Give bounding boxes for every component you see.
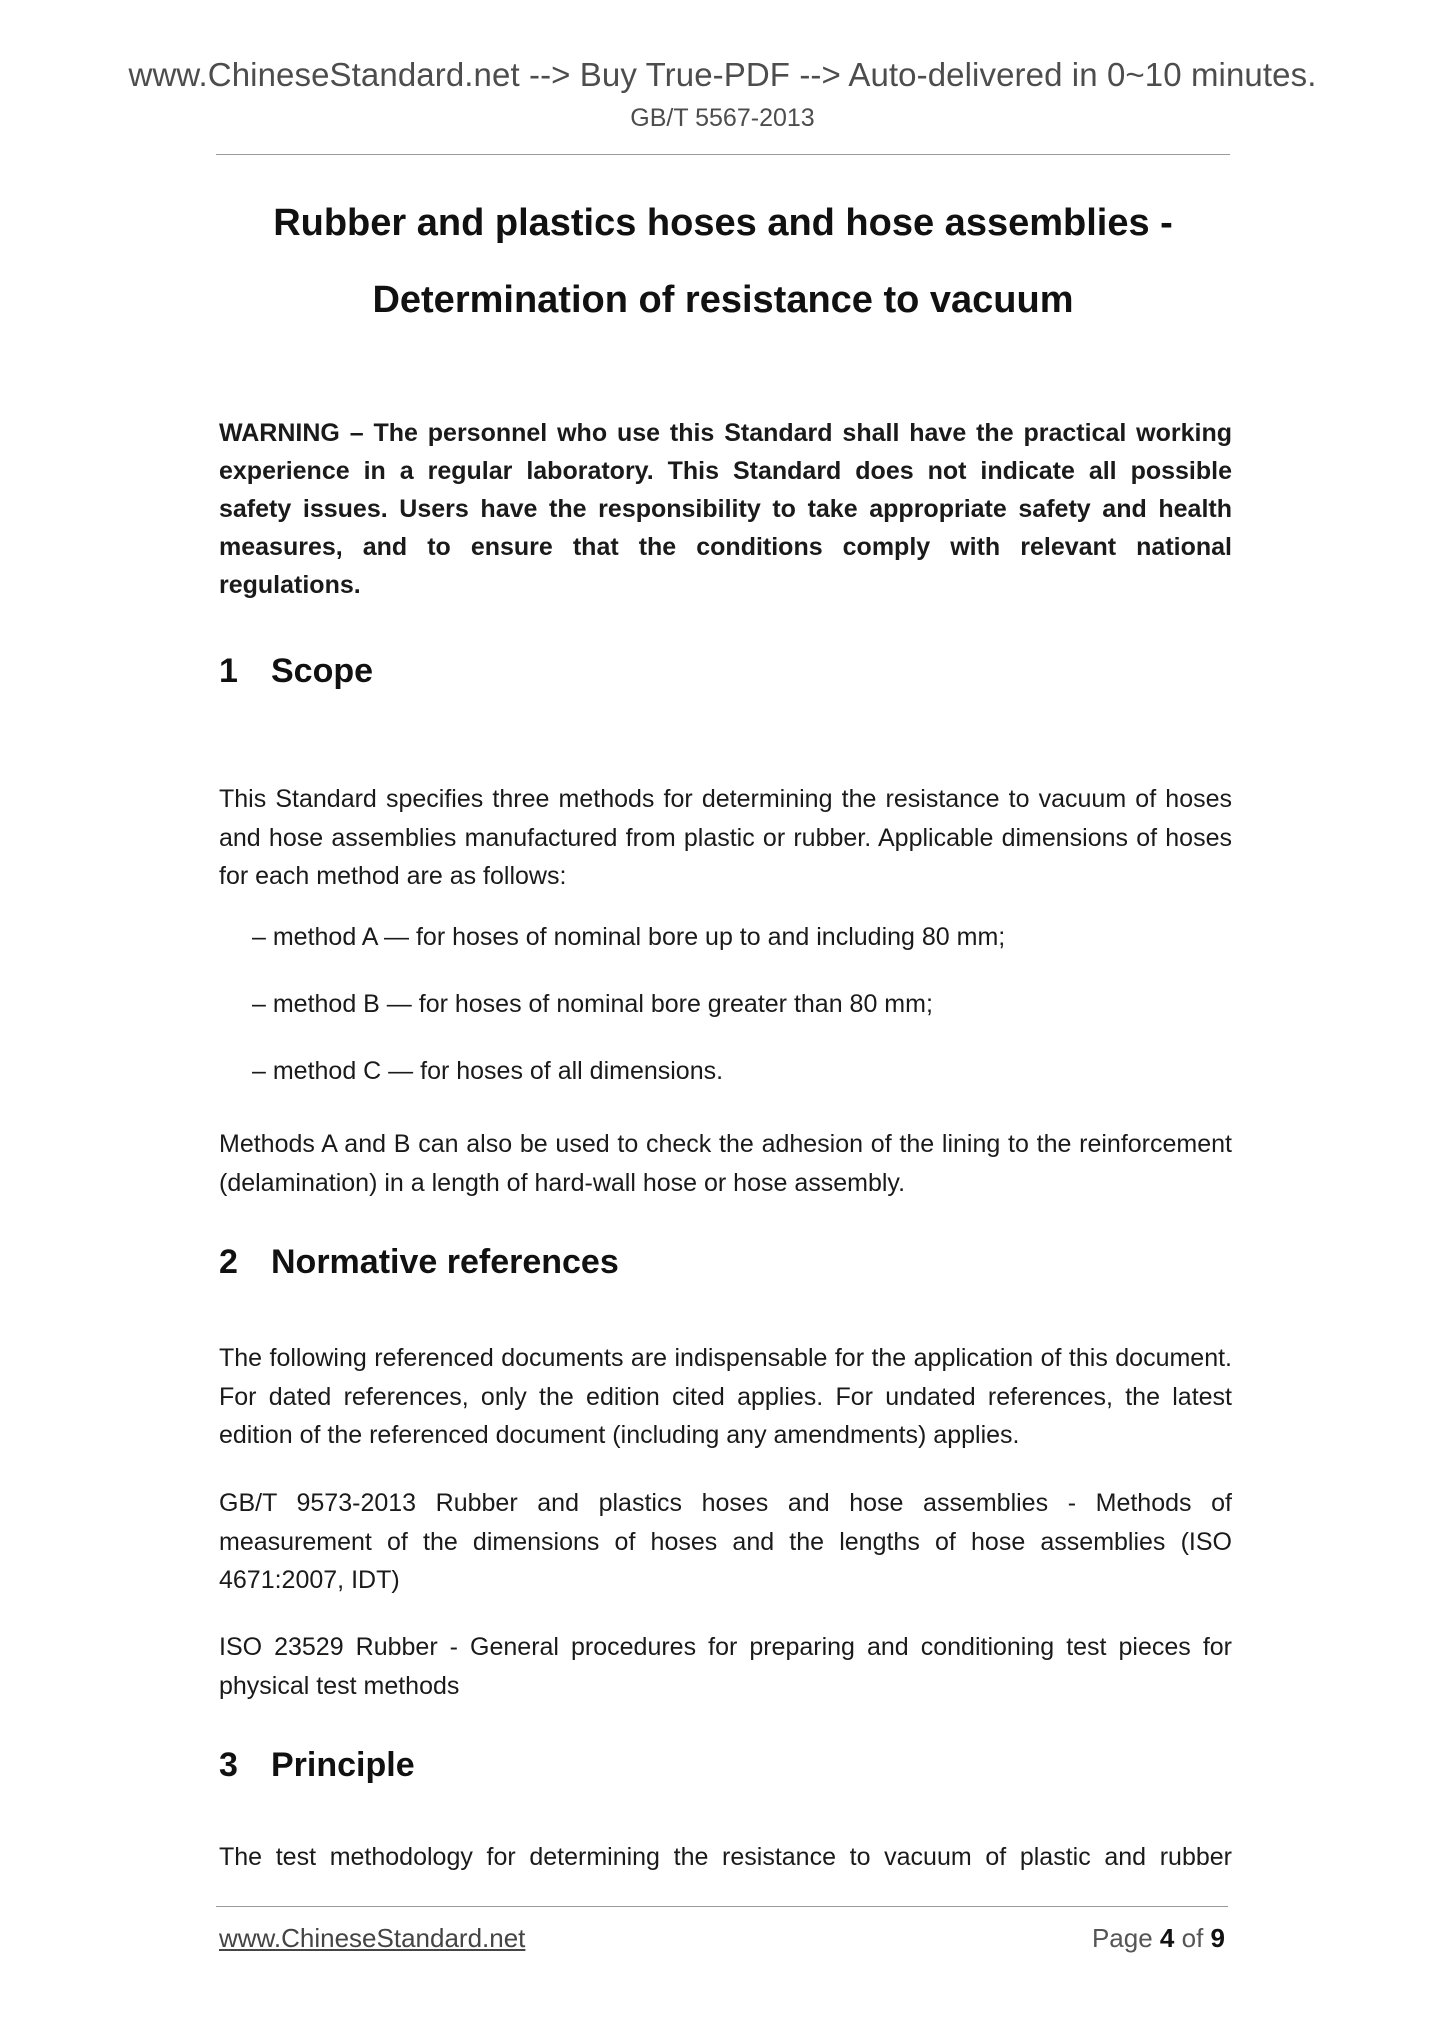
section-heading-principle <box>219 1746 415 1785</box>
page-prefix: Page <box>1091 1923 1160 1953</box>
header-divider <box>216 154 1230 155</box>
scope-bullet-method-b: – method B — for hoses of nominal bore greater than 80 mm; <box>252 990 933 1018</box>
document-title-line-2: Determination of resistance to vacuum <box>372 279 1074 321</box>
reference-iso-23529: ISO 23529 Rubber - General procedures for preparing and conditioning test pieces for physical test methods <box>219 1633 1232 1700</box>
section-number: 2 <box>219 1243 238 1281</box>
reference-gbt-9573: GB/T 9573-2013 Rubber and plastics hoses and hose assemblies - Methods of measurement of the dimensions of hoses and the lengths of hose assemblies (ISO 4671:2007, IDT) <box>219 1489 1232 1594</box>
page-separator: of <box>1174 1923 1211 1953</box>
section-title: Principle <box>271 1746 415 1784</box>
references-intro-paragraph: The following referenced documents are indispensable for the application of this document. For dated references, only the edition cited applies. For undated references, the latest edition of the referenced document (including any amendments) applies. <box>219 1344 1232 1449</box>
warning-paragraph: WARNING – The personnel who use this Standard shall have the practical working experience in a regular laboratory. This Standard does not indicate all possible safety issues. Users have the responsibility to take appropriate safety and health measures, and to ensure that the conditions comply with relevant national regulations. <box>219 419 1232 599</box>
total-page-count: 9 <box>1210 1923 1225 1953</box>
top-banner: www.ChineseStandard.net --> Buy True-PDF --> Auto-delivered in 0~10 minutes. <box>128 56 1317 93</box>
page-indicator <box>1092 1923 1225 1954</box>
section-title: Normative references <box>271 1243 619 1281</box>
section-number: 1 <box>219 652 238 690</box>
footer-divider <box>216 1906 1228 1907</box>
scope-bullet-method-c: – method C — for hoses of all dimensions. <box>252 1057 724 1085</box>
section-heading-scope <box>219 652 373 691</box>
principle-paragraph: The test methodology for determining the resistance to vacuum of plastic and rubber <box>219 1843 1232 1871</box>
current-page-number: 4 <box>1159 1923 1175 1953</box>
section-heading-normative-references <box>219 1243 619 1282</box>
footer-website-link[interactable]: www.ChineseStandard.net <box>219 1923 526 1953</box>
section-number: 3 <box>219 1746 238 1784</box>
scope-bullet-method-a: – method A — for hoses of nominal bore up to and including 80 mm; <box>252 923 1006 951</box>
section-title: Scope <box>271 652 374 690</box>
scope-outro-paragraph: Methods A and B can also be used to check the adhesion of the lining to the reinforcement (delamination) in a length of hard-wall hose or hose assembly. <box>219 1130 1232 1197</box>
standard-code: GB/T 5567-2013 <box>630 104 815 132</box>
scope-intro-paragraph: This Standard specifies three methods for determining the resistance to vacuum of hoses and hose assemblies manufactured from plastic or rubber. Applicable dimensions of hoses for each method are as follows: <box>219 785 1232 890</box>
document-title-line-1: Rubber and plastics hoses and hose assemblies - <box>273 202 1173 244</box>
